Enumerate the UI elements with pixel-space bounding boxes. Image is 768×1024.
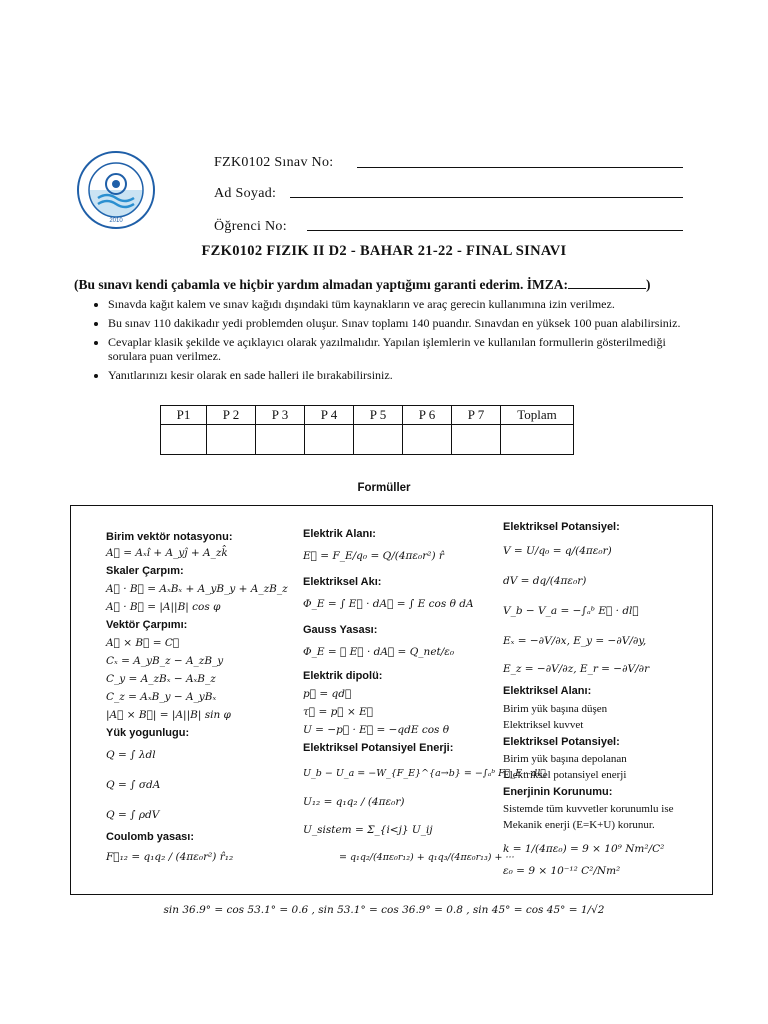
text: Mekanik enerji (E=K+U) korunur. xyxy=(503,819,655,831)
heading: Elektrik Alanı: xyxy=(303,528,376,540)
formula: p⃗ = qd⃗ xyxy=(303,688,352,700)
score-cell[interactable] xyxy=(354,425,403,455)
formula: Eₓ = −∂V/∂x, E_y = −∂V/∂y, xyxy=(503,635,647,647)
heading: Elektriksel Akı: xyxy=(303,576,382,588)
heading: Elektriksel Potansiyel: xyxy=(503,736,620,748)
heading: Coulomb yasası: xyxy=(106,831,195,843)
score-header: P 7 xyxy=(452,406,501,425)
formula: Q = ∫ ρdV xyxy=(106,809,160,821)
heading: Enerjinin Korunumu: xyxy=(503,786,613,798)
text: Sistemde tüm kuvvetler korunumlu ise xyxy=(503,803,674,815)
formula: U_b − U_a = −W_{F_E}^{a→b} = −∫ₐᵇ F⃗_E · dl⃗ xyxy=(303,768,547,779)
score-cell[interactable] xyxy=(161,425,207,455)
formula: = q₁q₂/(4πε₀r₁₂) + q₁q₃/(4πε₀r₁₃) + ··· xyxy=(339,852,515,863)
signature-field[interactable] xyxy=(568,278,646,289)
rule-item: • Cevaplar klasik şekilde ve açıklayıcı olarak yazılmalıdır. Yapılan işlemlerin ve kullanılan formullerin gösterilmediği sorulara puan verilmez. xyxy=(108,335,688,363)
text: Birim yük başına düşen xyxy=(503,703,608,715)
score-cell[interactable] xyxy=(207,425,256,455)
formula: C_z = AₓB_y − A_yBₓ xyxy=(106,691,217,703)
heading: Gauss Yasası: xyxy=(303,624,378,636)
formula: |A⃗ × B⃗| = |A||B| sin φ xyxy=(106,709,231,721)
heading: Elektriksel Potansiyel: xyxy=(503,521,620,533)
pledge-statement: (Bu sınavı kendi çabamla ve hiçbir yardım almadan yaptığımı garanti ederim. İMZA: ) xyxy=(74,277,651,292)
score-header: P 3 xyxy=(256,406,305,425)
score-header: P 2 xyxy=(207,406,256,425)
exam-title: FZK0102 FIZIK II D2 - BAHAR 21-22 - FINAL SINAVI xyxy=(201,243,567,259)
formula: U₁₂ = q₁q₂ / (4πε₀r) xyxy=(303,796,405,808)
exam-no-label: FZK0102 Sınav No: xyxy=(214,155,334,170)
heading: Elektriksel Alanı: xyxy=(503,685,592,697)
score-cell[interactable] xyxy=(501,425,574,455)
formula: C_y = A_zBₓ − AₓB_z xyxy=(106,673,216,685)
heading: Elektriksel Potansiyel Enerji: xyxy=(303,742,454,754)
formula: ε₀ = 9 × 10⁻¹² C²/Nm² xyxy=(503,865,621,877)
formula: V = U/q₀ = q/(4πε₀r) xyxy=(503,545,612,557)
formula: A⃗ · B⃗ = |A||B| cos φ xyxy=(106,601,221,613)
score-header: Toplam xyxy=(501,406,574,425)
formula: U = −p⃗ · E⃗ = −qdE cos θ xyxy=(303,724,450,736)
rule-item: • Yanıtlarınızı kesir olarak en sade halleri ile bırakabilirsiniz. xyxy=(108,368,688,382)
svg-text:2010: 2010 xyxy=(109,218,123,224)
score-header: P1 xyxy=(161,406,207,425)
score-cell[interactable] xyxy=(305,425,354,455)
formula: Q = ∫ σdA xyxy=(106,779,161,791)
score-cell[interactable] xyxy=(403,425,452,455)
formula: U_sistem = Σ_{i<j} U_ij xyxy=(303,824,433,836)
heading: Yük yogunlugu: xyxy=(106,727,190,739)
heading: Vektör Çarpımı: xyxy=(106,619,188,631)
score-cell[interactable] xyxy=(256,425,305,455)
text: Elektriksel kuvvet xyxy=(503,719,584,731)
formula: A⃗ = Aₓî + A_yĵ + A_zk̂ xyxy=(106,547,228,559)
text: Birim yük başına depolanan xyxy=(503,753,627,765)
formula: E⃗ = F_E/q₀ = Q/(4πε₀r²) r̂ xyxy=(303,550,444,562)
heading: Skaler Çarpım: xyxy=(106,565,184,577)
rules-list xyxy=(90,297,688,387)
rule-item: • Sınavda kağıt kalem ve sınav kağıdı dışındaki tüm kaynakların ve araç gerecin kullanımına izin verilmez. xyxy=(108,297,688,311)
formulas-title: Formüller xyxy=(357,482,411,494)
university-logo xyxy=(76,150,156,230)
score-header: P 5 xyxy=(354,406,403,425)
formula: F⃗₁₂ = q₁q₂ / (4πε₀r²) r̂₁₂ xyxy=(106,851,234,863)
formula: A⃗ · B⃗ = AₓBₓ + A_yB_y + A_zB_z xyxy=(106,583,288,595)
name-field[interactable] xyxy=(290,197,683,198)
text: Elektriksel potansiyel enerji xyxy=(503,769,627,781)
formula: E_z = −∂V/∂z, E_r = −∂V/∂r xyxy=(503,663,650,675)
student-no-label: Öğrenci No: xyxy=(214,219,287,234)
formula: A⃗ × B⃗ = C⃗ xyxy=(106,637,180,649)
formula: Φ_E = ∫ E⃗ · dA⃗ = ∫ E cos θ dA xyxy=(303,598,474,610)
score-cell[interactable] xyxy=(452,425,501,455)
score-table xyxy=(160,405,574,455)
rule-item: • Bu sınav 110 dakikadır yedi problemden oluşur. Sınav toplamı 140 puandır. Sınavdan en yüksek 100 puan alabilirsiniz. xyxy=(108,316,688,330)
formula: Φ_E = ∮ E⃗ · dA⃗ = Q_net/ε₀ xyxy=(303,646,455,658)
formula: dV = dq/(4πε₀r) xyxy=(503,575,587,587)
heading: Elektrik dipolü: xyxy=(303,670,383,682)
name-label: Ad Soyad: xyxy=(214,186,277,201)
heading: Birim vektör notasyonu: xyxy=(106,531,233,543)
formula: Q = ∫ λdl xyxy=(106,749,156,761)
formula: k = 1/(4πε₀) = 9 × 10⁹ Nm²/C² xyxy=(503,843,665,855)
student-no-field[interactable] xyxy=(307,230,683,231)
formula: τ⃗ = p⃗ × E⃗ xyxy=(303,706,374,718)
trig-values-footer: sin 36.9° = cos 53.1° = 0.6 , sin 53.1° = cos 36.9° = 0.8 , sin 45° = cos 45° = 1/√2 xyxy=(163,904,605,916)
score-header: P 4 xyxy=(305,406,354,425)
exam-no-field[interactable] xyxy=(357,167,683,168)
formula: Cₓ = A_yB_z − A_zB_y xyxy=(106,655,224,667)
formula: V_b − V_a = −∫ₐᵇ E⃗ · dl⃗ xyxy=(503,605,639,617)
score-header: P 6 xyxy=(403,406,452,425)
